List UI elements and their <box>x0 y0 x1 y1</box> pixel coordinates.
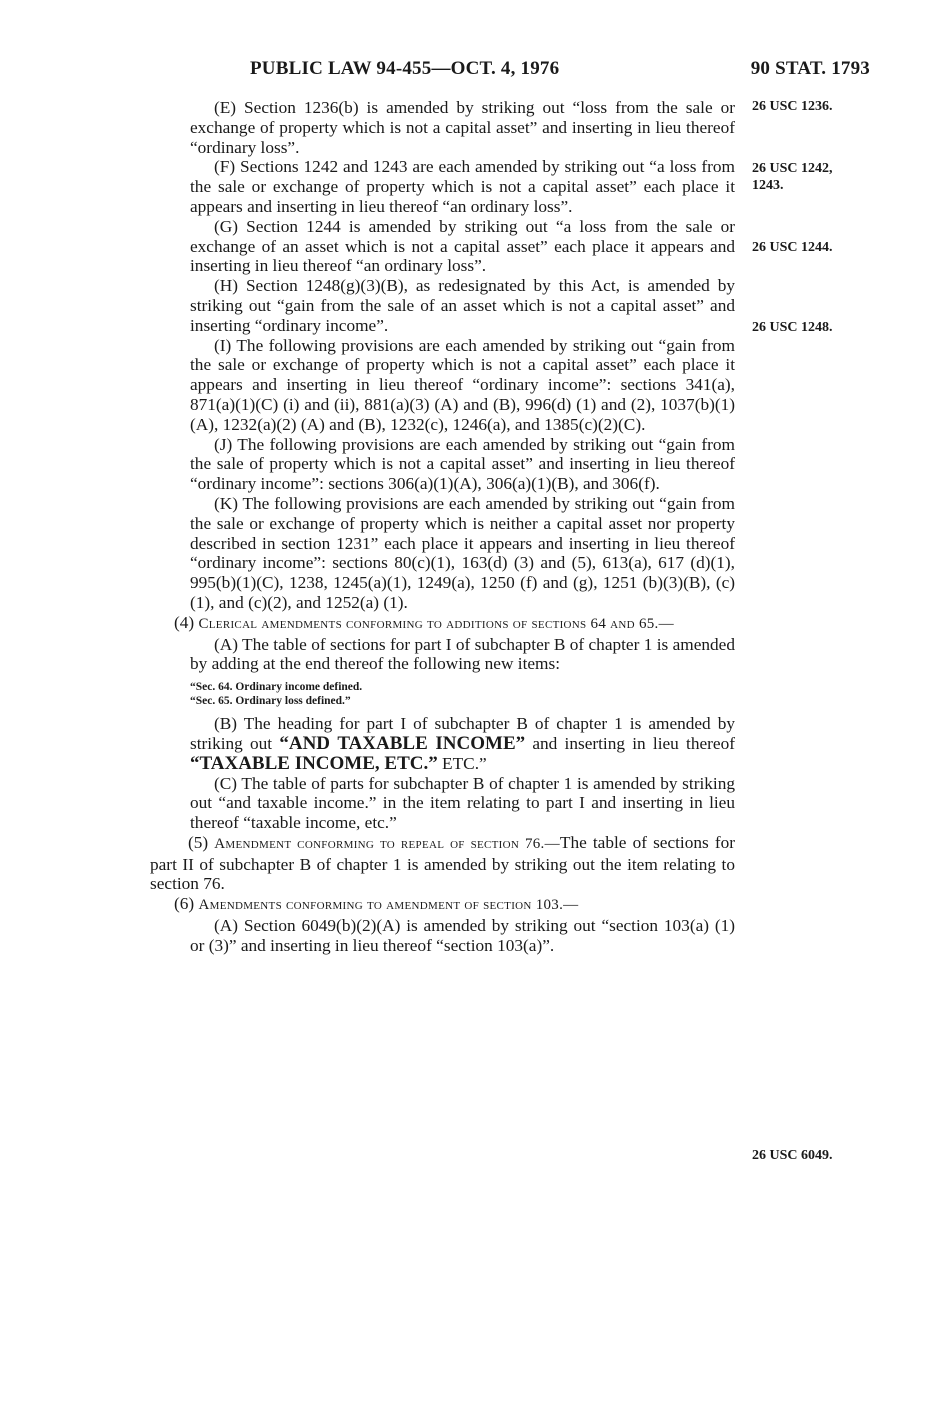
section-5-number: (5) <box>188 832 209 852</box>
section-6-heading <box>150 894 735 916</box>
paragraph-K: (K) The following provisions are each amended by striking out “gain from the sale or exchange of property which is neither a capital asset nor property described in section 1231” each place it appears and inserting in lieu thereof “ordinary income”: sections 80(c)(1), 163(d) (3) and (5), 613(a), 617 (d)(1), 995(b)(1)(C), 1238, 1245(a)(1), 1249(a), 1250 (f) and (g), 1251 (b)(3)(B), (c)(1), and (c)(2), and 1252(a) (1). <box>190 493 735 612</box>
section-4-B-pre: (B) The heading for part I of subchapter B of chapter 1 is amended by striking out <box>190 714 735 753</box>
margin-note-1236: 26 USC 1236. <box>752 99 833 114</box>
section-6-title: Amendments conforming to amendment of section 103.— <box>198 897 579 914</box>
margin-note-1248: 26 USC 1248. <box>752 320 833 335</box>
section-4-B-post: ETC.” <box>437 753 487 773</box>
paragraph-E: (E) Section 1236(b) is amended by striking out “loss from the sale or exchange of property which is not a capital asset” and inserting in lieu thereof “ordinary loss”. <box>190 98 735 157</box>
section-4-heading <box>150 613 735 635</box>
paragraph-I: (I) The following provisions are each amended by striking out “gain from the sale or exchange of property which is not a capital asset” each place it appears and inserting in lieu thereof “ordinary income”: sections 341(a), 871(a)(1)(C) (i) and (ii), 881(a)(3) (A) and (B), 996(d) (1) and (2), 1037(b)(1)(A), 1232(a)(2) (A) and (B), 1232(c), 1246(a), and 1385(c)(2)(C). <box>190 335 735 434</box>
section-5-title: Amendment conforming to repeal of section 76.— <box>214 835 560 852</box>
section-4-B <box>150 714 735 773</box>
page-header <box>150 58 870 84</box>
new-item-65: “Sec. 65. Ordinary loss defined.” <box>190 695 351 708</box>
section-5 <box>150 833 735 894</box>
section-5-text: The table of sections for part II of subchapter B of chapter 1 is amended by striking out the item relating to section 76. <box>150 832 736 894</box>
header-title: PUBLIC LAW 94-455—OCT. 4, 1976 <box>250 58 560 79</box>
margin-note-1244: 26 USC 1244. <box>752 240 833 255</box>
section-4-C: (C) The table of parts for subchapter B of chapter 1 is amended by striking out “and taxable income.” in the item relating to part I and inserting in lieu thereof “taxable income, etc.” <box>190 773 735 833</box>
margin-note-1243: 1243. <box>752 178 784 193</box>
paragraph-J: (J) The following provisions are each amended by striking out “gain from the sale of property which is not a capital asset” and inserting in lieu thereof “ordinary income”: sections 306(a)(1)(A), 306(a)(1)(B), and 306(f). <box>190 434 735 494</box>
header-stat-citation: 90 STAT. 1793 <box>750 58 870 79</box>
new-item-64: “Sec. 64. Ordinary income defined. <box>190 681 363 694</box>
section-6-A: (A) Section 6049(b)(2)(A) is amended by striking out “section 103(a) (1) or (3)” and inserting in lieu thereof “section 103(a)”. <box>190 916 735 955</box>
margin-note-6049: 26 USC 6049. <box>752 1148 833 1163</box>
paragraph-H: (H) Section 1248(g)(3)(B), as redesignated by this Act, is amended by striking out “gain from the sale of an asset which is not a capital asset” and inserting “ordinary income”. <box>190 276 735 335</box>
section-6-number: (6) <box>174 894 195 914</box>
section-4-A: (A) The table of sections for part I of subchapter B of chapter 1 is amended by adding at the end thereof the following new items: <box>190 634 735 674</box>
body-text <box>150 98 735 956</box>
section-4-B-struck-heading: “AND TAXABLE INCOME” <box>279 732 526 754</box>
section-4-B-new-heading: “TAXABLE INCOME, ETC.” <box>190 752 438 774</box>
section-4-number: (4) <box>174 612 195 632</box>
section-4-title: Clerical amendments conforming to additions of sections 64 and 65.— <box>198 615 674 632</box>
paragraph-F: (F) Sections 1242 and 1243 are each amended by striking out “a loss from the sale or exchange of property which is not a capital asset” each place it appears and inserting in lieu thereof “an ordinary loss”. <box>190 157 735 216</box>
section-4-B-mid: and inserting in lieu thereof <box>525 733 735 753</box>
paragraph-G: (G) Section 1244 is amended by striking out “a loss from the sale or exchange of an asset which is not a capital asset” each place it appears and inserting in lieu thereof “an ordinary loss”. <box>190 216 735 276</box>
margin-note-1242: 26 USC 1242, <box>752 161 833 176</box>
new-items-list <box>150 680 735 708</box>
